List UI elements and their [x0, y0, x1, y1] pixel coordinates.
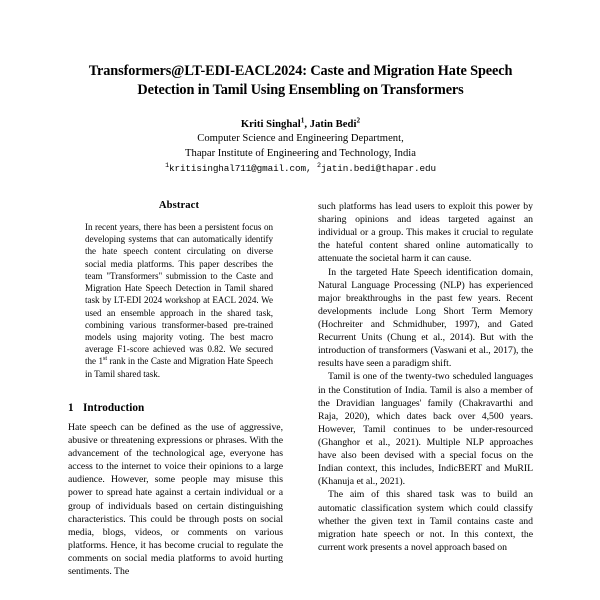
abstract-text-part-2: rank in the Caste and Migration Hate Speech in Tamil shared task. — [85, 356, 273, 379]
section-title: Introduction — [83, 401, 145, 414]
email-address-2[interactable]: jatin.bedi@thapar.edu — [320, 162, 436, 174]
paragraph-intro-1: Hate speech can be defined as the use of aggressive, abusive or threatening expressions or phrases. With the advancement of the technological age, everyone has access to the internet to voice their opinions to a large audience. However, some people may misuse this power to spread hate against a certain individual or a group of individuals based on certain distinguishing characteristics. This could be through posts on social media, blogs, videos, or comments on various platforms. Hence, it has become crucial to regulate the comments on social media platforms to avoid hurting sentiments. The — [68, 421, 283, 578]
email-marker-2: 2 — [316, 161, 321, 170]
section-heading-introduction — [68, 402, 283, 414]
title-line-1: Transformers@LT-EDI-EACL2024: Caste and Migration Hate Speech — [88, 63, 513, 79]
email-marker-1: 1 — [165, 161, 169, 170]
affiliation-line-1: Computer Science and Engineering Department, — [197, 133, 404, 145]
author-name-2: , Jatin Bedi — [304, 119, 357, 131]
paragraph-intro-2: such platforms has lead users to exploit this power by sharing opinions and ideas targeted against an individual or a group. This makes it crucial to regulate the hateful content shared online automatically to attenuate the societal harm it can cause. — [318, 201, 533, 265]
abstract-text-part-1: In recent years, there has been a persistent focus on developing systems that can automatically identify the hate speech content circulating on diverse social media platforms. This paper describes the team "Transformers" submission to the Caste and Migration Hate Speech Detection in Tamil shared task by LT-EDI 2024 workshop at EACL 2024. We used an ensemble approach in the shared task, combining various transformer-based pre-trained models using majority voting. The best macro average F1-score achieved was 0.82. We secured the 1 — [85, 222, 273, 367]
authors-block — [68, 118, 533, 175]
body-columns — [0, 200, 600, 600]
title-block — [0, 0, 600, 175]
email-address-1[interactable]: kritisinghal711@gmail.com, — [168, 162, 312, 174]
column-right — [318, 200, 533, 600]
title-line-2: Detection in Tamil Using Ensembling on Transformers — [137, 81, 464, 98]
abstract-text — [85, 221, 273, 380]
affiliation-line-2: Thapar Institute of Engineering and Technology, India — [185, 147, 416, 159]
abstract-heading: Abstract — [158, 200, 200, 211]
author-name-1: Kriti Singhal — [240, 119, 301, 131]
abstract-section — [68, 200, 283, 380]
author-names — [68, 118, 533, 132]
email-line — [68, 163, 533, 175]
paragraph-intro-3: In the targeted Hate Speech identification domain, Natural Language Processing (NLP) has experienced major breakthroughs in the past few years. Recent developments include Long Short Term Memory (Hochreiter and Schmidhuber, 1997), and Gated Recurrent Units (Chung et al., 2014). But with the introduction of transformers (Vaswani et al., 2017), the results have seen a paradigm shift. — [318, 266, 533, 370]
page-title — [68, 62, 533, 99]
column-left — [68, 200, 283, 600]
abstract-ordinal-suffix: st — [102, 355, 108, 363]
paragraph-intro-5: The aim of this shared task was to build an automatic classification system which could classify whether the given text in Tamil contains caste and migration hate speech or not. In this context, the current work presents a novel approach based on — [318, 489, 533, 553]
author-affil-marker-1: 1 — [300, 116, 305, 125]
paragraph-intro-4: Tamil is one of the twenty-two scheduled languages in the Constitution of India. Tamil is also a member of the Dravidian languages' family (Chakravarthi and Raja, 2020), which dates back over 4,500 years. However, Tamil continues to be under-resourced (Ghanghor et al., 2021). Multiple NLP approaches have also been devised with a special focus on the Indian context, this includes, IndicBERT and MuRIL (Khanuja et al., 2021). — [318, 371, 533, 488]
author-affil-marker-2: 2 — [356, 116, 361, 125]
section-number: 1 — [68, 401, 74, 414]
